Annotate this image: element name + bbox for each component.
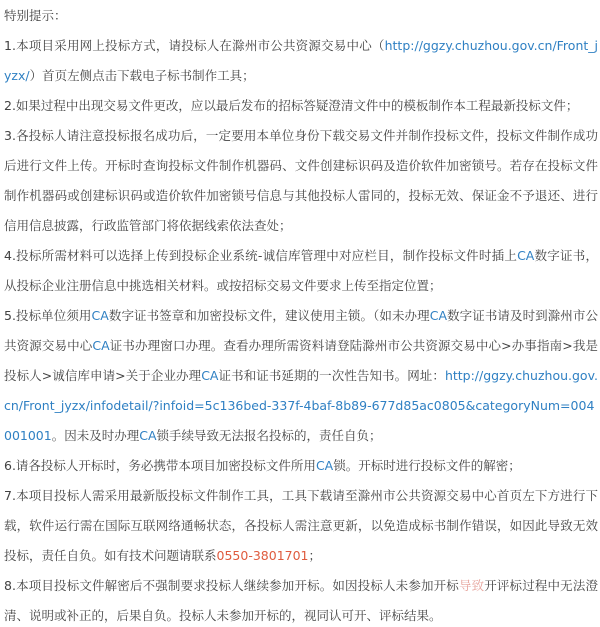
paragraph-text: 8.本项目投标文件解密后不强制要求投标人继续参加开标。如因投标人未参加开标	[4, 578, 459, 593]
paragraph-text: 3.各投标人请注意投标报名成功后，一定要用本单位身份下载交易文件并制作投标文件，投标文件制作成功后进行文件上传。开标时查询投标文件制作机器码、文件创建标识码及造价软件加密锁号。若存在投标文件制作机器码或创建标识码或造价软件加密锁号信息与其他投标人雷同的，投标无效、保证金不予退还、进行信用信息披露，行政监管部门将依据线索依法查处；	[4, 128, 598, 233]
paragraph-text: 开评标过程中无法澄清、说明或补正的，后果自负。投标人未参加开标的，视同认可开、评标结果。	[4, 578, 598, 623]
paragraph	[4, 121, 598, 241]
paragraph-text: 5.投标单位须用	[4, 308, 92, 323]
paragraph-text: 1.本项目采用网上投标方式，请投标人在滁州市公共资源交易中心（	[4, 38, 385, 53]
paragraph-text: 证书办理窗口办理。查看办理所需资料请登陆滁州市公共资源交易中心>办事指南>我是投标人>诚信库申请>关于企业办理	[4, 338, 598, 383]
faded-text: 导致	[458, 578, 485, 593]
paragraph-text: 7.本项目投标人需采用最新版投标文件制作工具，工具下载请至滁州市公共资源交易中心首页左下方进行下载，软件运行需在国际互联网络通畅状态，各投标人需注意更新，以免造成标书制作错误，如因此导致无效投标，责任自负。如有技术问题请联系	[4, 488, 598, 563]
paragraph	[4, 91, 598, 121]
paragraph-text: 4.投标所需材料可以选择上传到投标企业系统-诚信库管理中对应栏目，制作投标文件时插上	[4, 248, 518, 263]
ca-term-link[interactable]: CA	[139, 428, 157, 443]
document-title: 特别提示：	[4, 8, 67, 23]
url-link[interactable]: http://ggzy.chuzhou.gov.cn/Front_jyzx/	[4, 38, 598, 83]
paragraph-text: 锁。开标时进行投标文件的解密；	[333, 458, 521, 473]
paragraph-text: ）首页左侧点击下载电子标书制作工具；	[29, 68, 255, 83]
ca-term-link[interactable]: CA	[201, 368, 219, 383]
paragraph	[4, 241, 598, 301]
phone-number: 0550-3801701	[216, 548, 309, 563]
paragraph	[4, 481, 598, 571]
url-link[interactable]: http://ggzy.chuzhou.gov.cn/Front_jyzx/infodetail/?infoid=5c136bed-337f-4baf-8b89-677d85ac0805&categoryNum=004001001	[4, 368, 598, 443]
paragraph	[4, 31, 598, 91]
paragraph-text: 数字证书签章和加密投标文件，建议使用主锁。（如未办理	[108, 308, 430, 323]
paragraph-text: 2.如果过程中出现交易文件更改，应以最后发布的招标答疑澄清文件中的模板制作本工程最新投标文件；	[4, 98, 579, 113]
paragraph-text: ；	[308, 548, 322, 563]
ca-term-link[interactable]: CA	[91, 308, 109, 323]
paragraph	[4, 301, 598, 451]
ca-term-link[interactable]: CA	[92, 338, 110, 353]
ca-term-link[interactable]: CA	[517, 248, 535, 263]
paragraph	[4, 451, 598, 481]
paragraph-text: 。因未及时办理	[51, 428, 140, 443]
ca-term-link[interactable]: CA	[315, 458, 334, 473]
paragraph-list	[4, 31, 598, 627]
paragraph-text: 证书和证书延期的一次性告知书。网址：	[218, 368, 445, 383]
paragraph-text: 数字证书，从投标企业注册信息中挑选相关材料。或按招标交易文件要求上传至指定位置；	[4, 248, 598, 293]
paragraph	[4, 571, 598, 627]
paragraph-text: 6.请各投标人开标时，务必携带本项目加密投标文件所用	[4, 458, 316, 473]
ca-term-link[interactable]: CA	[429, 308, 447, 323]
paragraph-text: 锁手续导致无法报名投标的，责任自负；	[156, 428, 382, 443]
paragraph-text: 数字证书请及时到滁州市公共资源交易中心	[4, 308, 598, 353]
